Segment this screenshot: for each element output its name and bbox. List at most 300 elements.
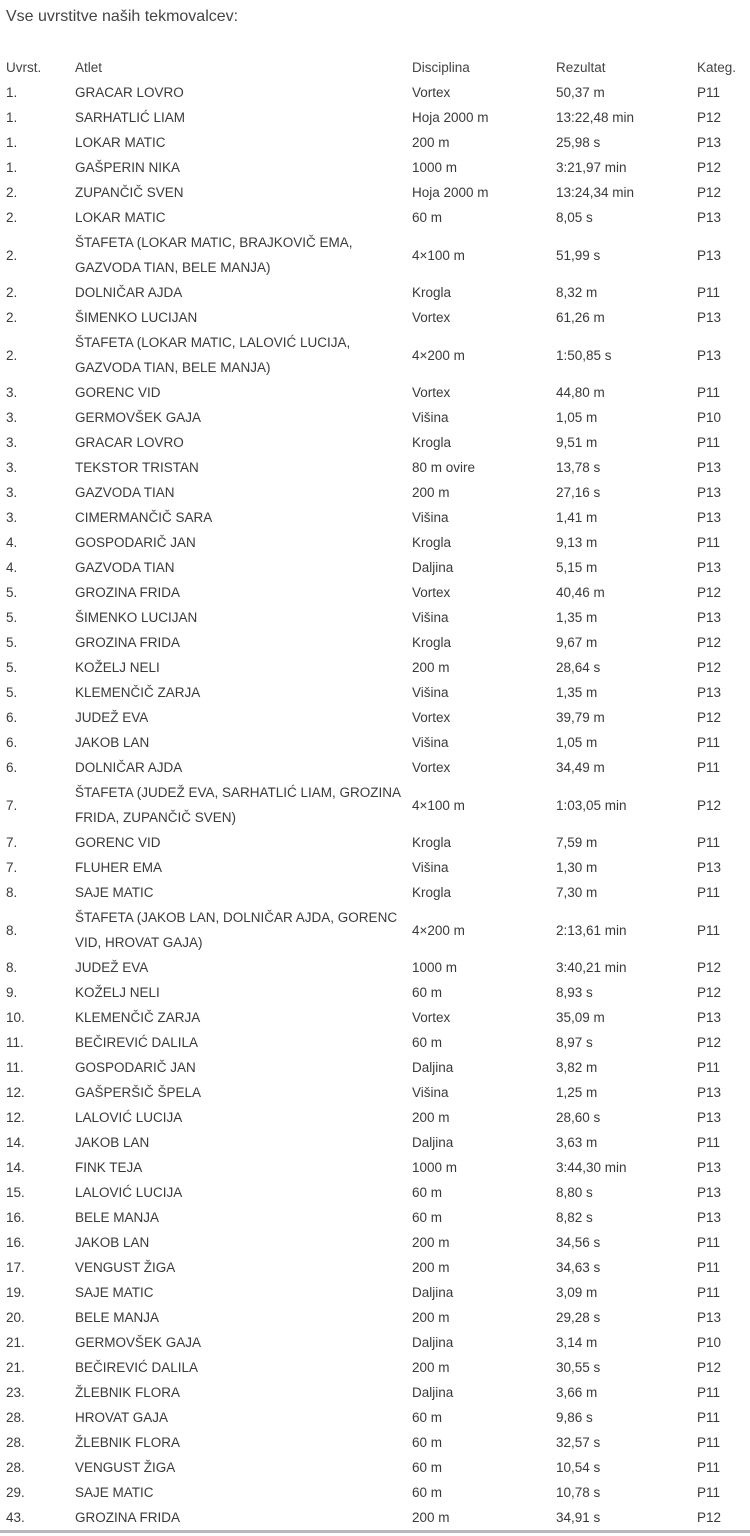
cell-discipline: 60 m (412, 1460, 443, 1475)
cell-rank: 3. (6, 460, 18, 475)
cell-athlete: GAŠPERŠIČ ŠPELA (75, 1085, 202, 1100)
cell-athlete: GROZINA FRIDA (75, 585, 181, 600)
cell-discipline: 80 m ovire (412, 460, 476, 475)
cell-discipline: Hoja 2000 m (412, 185, 489, 200)
cell-discipline: Krogla (412, 635, 452, 650)
cell-rank: 14. (6, 1160, 25, 1175)
cell-rank: 2. (6, 285, 18, 300)
cell-category: P12 (697, 185, 722, 200)
table-row (0, 730, 750, 755)
table-row (0, 1255, 750, 1280)
cell-result: 3:44,30 min (556, 1160, 627, 1175)
cell-rank: 3. (6, 385, 18, 400)
cell-result: 1:50,85 s (556, 347, 612, 363)
cell-athlete: GORENC VID (75, 835, 161, 850)
cell-discipline: 4×200 m (412, 347, 465, 363)
cell-discipline: Krogla (412, 535, 452, 550)
cell-athlete: ŽLEBNIK FLORA (75, 1435, 181, 1450)
cell-athlete: GAZVODA TIAN (75, 560, 175, 575)
cell-category: P13 (697, 247, 722, 263)
table-row (0, 1480, 750, 1505)
cell-discipline: 200 m (412, 660, 450, 675)
cell-rank: 5. (6, 660, 18, 675)
cell-athlete: GOSPODARIČ JAN (75, 535, 196, 550)
cell-result: 25,98 s (556, 135, 601, 150)
cell-discipline: Daljina (412, 1285, 454, 1300)
table-row (0, 180, 750, 205)
cell-discipline: Vortex (412, 85, 451, 100)
table-row (0, 480, 750, 505)
cell-rank: 17. (6, 1260, 25, 1275)
cell-category: P13 (697, 1010, 722, 1025)
table-row (0, 1055, 750, 1080)
cell-result: 34,91 s (556, 1510, 601, 1525)
cell-rank: 4. (6, 560, 18, 575)
cell-athlete: BELE MANJA (75, 1210, 160, 1225)
cell-result: 3:21,97 min (556, 160, 627, 175)
cell-result: 1,35 m (556, 685, 598, 700)
cell-rank: 21. (6, 1335, 25, 1350)
table-row (0, 1205, 750, 1230)
cell-category: P13 (697, 1185, 722, 1200)
cell-rank: 2. (6, 185, 18, 200)
cell-athlete: ŠTAFETA (JUDEŽ EVA, SARHATLIĆ LIAM, GROZINA FRIDA, ZUPANČIČ SVEN) (75, 785, 401, 825)
cell-category: P11 (697, 285, 721, 300)
cell-rank: 28. (6, 1410, 25, 1425)
cell-category: P13 (697, 460, 722, 475)
table-row (0, 105, 750, 130)
table-row (0, 1030, 750, 1055)
cell-result: 1,05 m (556, 410, 598, 425)
cell-discipline: Višina (412, 685, 449, 700)
cell-discipline: 4×200 m (412, 922, 465, 938)
cell-rank: 11. (6, 1035, 24, 1050)
cell-result: 10,78 s (556, 1485, 601, 1500)
cell-discipline: 200 m (412, 1310, 450, 1325)
cell-discipline: 1000 m (412, 960, 458, 975)
cell-category: P11 (697, 1260, 721, 1275)
cell-rank: 15. (6, 1185, 25, 1200)
table-row-relay (0, 230, 750, 280)
cell-category: P13 (697, 1210, 722, 1225)
cell-category: P13 (697, 210, 722, 225)
cell-result: 7,30 m (556, 885, 598, 900)
table-row (0, 1155, 750, 1180)
cell-rank: 5. (6, 685, 18, 700)
table-row (0, 580, 750, 605)
table-row (0, 605, 750, 630)
table-row (0, 1230, 750, 1255)
table-row (0, 855, 750, 880)
cell-athlete: GERMOVŠEK GAJA (75, 410, 202, 425)
table-row (0, 455, 750, 480)
cell-athlete: GROZINA FRIDA (75, 1510, 181, 1525)
cell-discipline: Vortex (412, 760, 451, 775)
cell-athlete: ŠTAFETA (LOKAR MATIC, BRAJKOVIČ EMA, GAZVODA TIAN, BELE MANJA) (75, 235, 353, 275)
cell-discipline: 60 m (412, 1035, 443, 1050)
cell-category: P12 (697, 960, 722, 975)
cell-result: 30,55 s (556, 1360, 601, 1375)
results-table-body (0, 80, 750, 1532)
cell-athlete: GERMOVŠEK GAJA (75, 1335, 202, 1350)
cell-discipline: Daljina (412, 1060, 454, 1075)
table-row (0, 1305, 750, 1330)
table-row (0, 1505, 750, 1532)
cell-athlete: KOŽELJ NELI (75, 660, 160, 675)
cell-category: P11 (697, 1385, 721, 1400)
cell-rank: 1. (6, 110, 18, 125)
cell-result: 27,16 s (556, 485, 601, 500)
cell-athlete: HROVAT GAJA (75, 1410, 169, 1425)
cell-rank: 28. (6, 1460, 25, 1475)
cell-category: P13 (697, 310, 722, 325)
table-row (0, 955, 750, 980)
cell-category: P12 (697, 1510, 722, 1525)
table-row (0, 1455, 750, 1480)
cell-discipline: 60 m (412, 1410, 443, 1425)
cell-discipline: 200 m (412, 1110, 450, 1125)
table-row (0, 305, 750, 330)
cell-rank: 6. (6, 735, 18, 750)
cell-rank: 1. (6, 160, 18, 175)
cell-result: 13:22,48 min (556, 110, 635, 125)
cell-athlete: GRACAR LOVRO (75, 85, 184, 100)
cell-rank: 16. (6, 1235, 25, 1250)
cell-athlete: DOLNIČAR AJDA (75, 760, 183, 775)
table-row (0, 380, 750, 405)
cell-athlete: LALOVIĆ LUCIJA (75, 1110, 183, 1125)
cell-category: P12 (697, 985, 722, 1000)
cell-rank: 7. (6, 835, 18, 850)
cell-discipline: 200 m (412, 135, 450, 150)
table-row (0, 430, 750, 455)
cell-result: 1,41 m (556, 510, 598, 525)
cell-category: P11 (697, 1460, 721, 1475)
cell-result: 2:13,61 min (556, 922, 627, 938)
cell-rank: 7. (6, 860, 18, 875)
cell-rank: 43. (6, 1510, 25, 1525)
cell-discipline: 1000 m (412, 1160, 458, 1175)
cell-athlete: JAKOB LAN (75, 1235, 150, 1250)
table-row (0, 530, 750, 555)
column-header-athlete: Atlet (75, 60, 103, 75)
cell-rank: 2. (6, 210, 18, 225)
cell-athlete: BEČIREVIĆ DALILA (75, 1360, 199, 1375)
cell-category: P12 (697, 1035, 722, 1050)
cell-discipline: Krogla (412, 835, 452, 850)
cell-result: 10,54 s (556, 1460, 601, 1475)
cell-category: P12 (697, 585, 722, 600)
table-row (0, 1430, 750, 1455)
cell-athlete: KLEMENČIČ ZARJA (75, 1010, 201, 1025)
cell-discipline: Vortex (412, 310, 451, 325)
table-row (0, 1405, 750, 1430)
table-row (0, 280, 750, 305)
cell-discipline: Krogla (412, 435, 452, 450)
cell-category: P13 (697, 1310, 722, 1325)
cell-category: P11 (697, 1135, 721, 1150)
cell-discipline: 200 m (412, 1510, 450, 1525)
cell-discipline: 4×100 m (412, 247, 465, 263)
cell-rank: 3. (6, 510, 18, 525)
cell-category: P11 (697, 535, 721, 550)
cell-result: 9,67 m (556, 635, 598, 650)
cell-category: P11 (697, 922, 721, 938)
cell-athlete: FINK TEJA (75, 1160, 143, 1175)
cell-rank: 8. (6, 922, 18, 938)
cell-rank: 23. (6, 1385, 25, 1400)
table-row (0, 1330, 750, 1355)
cell-result: 51,99 s (556, 247, 601, 263)
cell-result: 34,63 s (556, 1260, 601, 1275)
cell-athlete: FLUHER EMA (75, 860, 163, 875)
cell-category: P13 (697, 610, 722, 625)
table-row-relay (0, 330, 750, 380)
cell-rank: 7. (6, 797, 18, 813)
table-row (0, 1080, 750, 1105)
cell-category: P13 (697, 347, 722, 363)
cell-result: 32,57 s (556, 1435, 601, 1450)
cell-rank: 2. (6, 347, 18, 363)
cell-category: P11 (697, 1435, 721, 1450)
cell-athlete: ZUPANČIČ SVEN (75, 185, 184, 200)
cell-rank: 3. (6, 485, 18, 500)
cell-athlete: GORENC VID (75, 385, 161, 400)
cell-result: 8,82 s (556, 1210, 593, 1225)
cell-category: P13 (697, 860, 722, 875)
cell-result: 9,86 s (556, 1410, 593, 1425)
cell-result: 3,82 m (556, 1060, 598, 1075)
cell-athlete: LOKAR MATIC (75, 210, 166, 225)
cell-athlete: ŠIMENKO LUCIJAN (75, 310, 198, 325)
cell-athlete: DOLNIČAR AJDA (75, 285, 183, 300)
cell-category: P13 (697, 1110, 722, 1125)
cell-result: 50,37 m (556, 85, 605, 100)
cell-result: 13,78 s (556, 460, 601, 475)
column-header-result: Rezultat (556, 60, 606, 75)
cell-discipline: Višina (412, 1085, 449, 1100)
cell-discipline: Vortex (412, 710, 451, 725)
cell-result: 13:24,34 min (556, 185, 635, 200)
cell-rank: 1. (6, 135, 18, 150)
cell-result: 7,59 m (556, 835, 598, 850)
table-row (0, 505, 750, 530)
cell-category: P10 (697, 410, 722, 425)
cell-athlete: GOSPODARIČ JAN (75, 1060, 196, 1075)
cell-discipline: Višina (412, 410, 449, 425)
cell-category: P13 (697, 560, 722, 575)
cell-result: 28,64 s (556, 660, 601, 675)
table-row (0, 830, 750, 855)
column-header-category: Kateg. (697, 60, 737, 75)
cell-rank: 21. (6, 1360, 25, 1375)
cell-athlete: ŠTAFETA (LOKAR MATIC, LALOVIĆ LUCIJA, GAZVODA TIAN, BELE MANJA) (75, 335, 351, 375)
cell-discipline: Vortex (412, 1010, 451, 1025)
cell-category: P13 (697, 1160, 722, 1175)
cell-result: 8,80 s (556, 1185, 593, 1200)
cell-category: P12 (697, 635, 722, 650)
cell-result: 1,35 m (556, 610, 598, 625)
table-row (0, 1280, 750, 1305)
cell-discipline: 60 m (412, 1210, 443, 1225)
cell-result: 35,09 m (556, 1010, 605, 1025)
cell-rank: 19. (6, 1285, 25, 1300)
cell-discipline: Krogla (412, 885, 452, 900)
cell-category: P13 (697, 485, 722, 500)
cell-category: P12 (697, 710, 722, 725)
cell-category: P12 (697, 660, 722, 675)
cell-category: P11 (697, 85, 721, 100)
table-header-row (0, 55, 750, 80)
cell-category: P11 (697, 1060, 721, 1075)
cell-result: 29,28 s (556, 1310, 601, 1325)
cell-athlete: SARHATLIĆ LIAM (75, 110, 186, 125)
cell-discipline: Višina (412, 860, 449, 875)
cell-category: P11 (697, 385, 721, 400)
cell-rank: 14. (6, 1135, 25, 1150)
cell-athlete: KOŽELJ NELI (75, 985, 160, 1000)
page-title: Vse uvrstitve naših tekmovalcev: (6, 8, 239, 25)
cell-category: P11 (697, 1285, 721, 1300)
cell-athlete: GRACAR LOVRO (75, 435, 184, 450)
cell-athlete: BELE MANJA (75, 1310, 160, 1325)
cell-athlete: SAJE MATIC (75, 1485, 154, 1500)
cell-result: 1,25 m (556, 1085, 598, 1100)
cell-category: P10 (697, 1335, 722, 1350)
cell-rank: 29. (6, 1485, 25, 1500)
cell-athlete: BEČIREVIĆ DALILA (75, 1035, 199, 1050)
table-row (0, 1005, 750, 1030)
cell-category: P13 (697, 135, 722, 150)
cell-athlete: JAKOB LAN (75, 1135, 150, 1150)
cell-result: 3,09 m (556, 1285, 598, 1300)
cell-rank: 8. (6, 960, 18, 975)
table-row (0, 655, 750, 680)
cell-discipline: 200 m (412, 1260, 450, 1275)
cell-discipline: 60 m (412, 985, 443, 1000)
cell-discipline: Hoja 2000 m (412, 110, 489, 125)
cell-result: 34,56 s (556, 1235, 601, 1250)
table-row (0, 1380, 750, 1405)
cell-category: P11 (697, 1485, 721, 1500)
cell-discipline: 1000 m (412, 160, 458, 175)
table-row (0, 80, 750, 105)
cell-discipline: 200 m (412, 1235, 450, 1250)
cell-result: 3,66 m (556, 1385, 598, 1400)
cell-rank: 6. (6, 710, 18, 725)
cell-rank: 28. (6, 1435, 25, 1450)
cell-result: 3:40,21 min (556, 960, 627, 975)
cell-rank: 8. (6, 885, 18, 900)
cell-discipline: Daljina (412, 1385, 454, 1400)
cell-rank: 3. (6, 435, 18, 450)
cell-athlete: SAJE MATIC (75, 885, 154, 900)
table-row (0, 155, 750, 180)
column-header-rank: Uvrst. (6, 60, 42, 75)
cell-rank: 6. (6, 760, 18, 775)
cell-rank: 20. (6, 1310, 25, 1325)
cell-discipline: Krogla (412, 285, 452, 300)
cell-rank: 9. (6, 985, 18, 1000)
table-row (0, 130, 750, 155)
table-row (0, 705, 750, 730)
cell-result: 28,60 s (556, 1110, 601, 1125)
cell-rank: 5. (6, 585, 18, 600)
cell-athlete: VENGUST ŽIGA (75, 1260, 176, 1275)
cell-athlete: SAJE MATIC (75, 1285, 154, 1300)
cell-athlete: GROZINA FRIDA (75, 635, 181, 650)
cell-rank: 11. (6, 1060, 24, 1075)
cell-athlete: KLEMENČIČ ZARJA (75, 685, 201, 700)
cell-category: P13 (697, 510, 722, 525)
cell-category: P12 (697, 797, 722, 813)
cell-discipline: Vortex (412, 585, 451, 600)
cell-discipline: 200 m (412, 485, 450, 500)
cell-category: P11 (697, 835, 721, 850)
table-row-relay (0, 905, 750, 955)
cell-result: 61,26 m (556, 310, 605, 325)
cell-category: P11 (697, 435, 721, 450)
cell-discipline: 4×100 m (412, 797, 465, 813)
cell-rank: 1. (6, 85, 18, 100)
cell-athlete: ŽLEBNIK FLORA (75, 1385, 181, 1400)
cell-discipline: 200 m (412, 1360, 450, 1375)
cell-result: 9,51 m (556, 435, 598, 450)
cell-athlete: TEKSTOR TRISTAN (75, 460, 199, 475)
cell-category: P11 (697, 885, 721, 900)
cell-discipline: Daljina (412, 1135, 454, 1150)
cell-discipline: Višina (412, 735, 449, 750)
cell-rank: 12. (6, 1085, 25, 1100)
cell-result: 3,63 m (556, 1135, 598, 1150)
results-table (0, 55, 750, 1533)
cell-result: 40,46 m (556, 585, 605, 600)
table-row (0, 1355, 750, 1380)
cell-discipline: Vortex (412, 385, 451, 400)
cell-rank: 5. (6, 635, 18, 650)
cell-result: 8,97 s (556, 1035, 593, 1050)
cell-rank: 3. (6, 410, 18, 425)
table-row-relay (0, 780, 750, 830)
cell-category: P12 (697, 160, 722, 175)
cell-category: P13 (697, 685, 722, 700)
cell-athlete: CIMERMANČIČ SARA (75, 510, 213, 525)
cell-athlete: GAŠPERIN NIKA (75, 160, 181, 175)
cell-rank: 4. (6, 535, 18, 550)
cell-result: 39,79 m (556, 710, 605, 725)
cell-category: P11 (697, 760, 721, 775)
cell-athlete: VENGUST ŽIGA (75, 1460, 176, 1475)
cell-rank: 2. (6, 247, 18, 263)
table-row (0, 880, 750, 905)
cell-category: P11 (697, 735, 721, 750)
cell-athlete: JAKOB LAN (75, 735, 150, 750)
column-header-discipline: Disciplina (412, 60, 470, 75)
cell-rank: 16. (6, 1210, 25, 1225)
cell-discipline: Višina (412, 510, 449, 525)
cell-result: 44,80 m (556, 385, 605, 400)
cell-category: P13 (697, 1085, 722, 1100)
cell-result: 5,15 m (556, 560, 598, 575)
cell-rank: 5. (6, 610, 18, 625)
table-row (0, 755, 750, 780)
cell-category: P12 (697, 1360, 722, 1375)
cell-result: 8,05 s (556, 210, 593, 225)
cell-athlete: ŠTAFETA (JAKOB LAN, DOLNIČAR AJDA, GORENC VID, HROVAT GAJA) (75, 910, 398, 950)
cell-discipline: 60 m (412, 1185, 443, 1200)
cell-result: 1,05 m (556, 735, 598, 750)
cell-result: 3,14 m (556, 1335, 598, 1350)
